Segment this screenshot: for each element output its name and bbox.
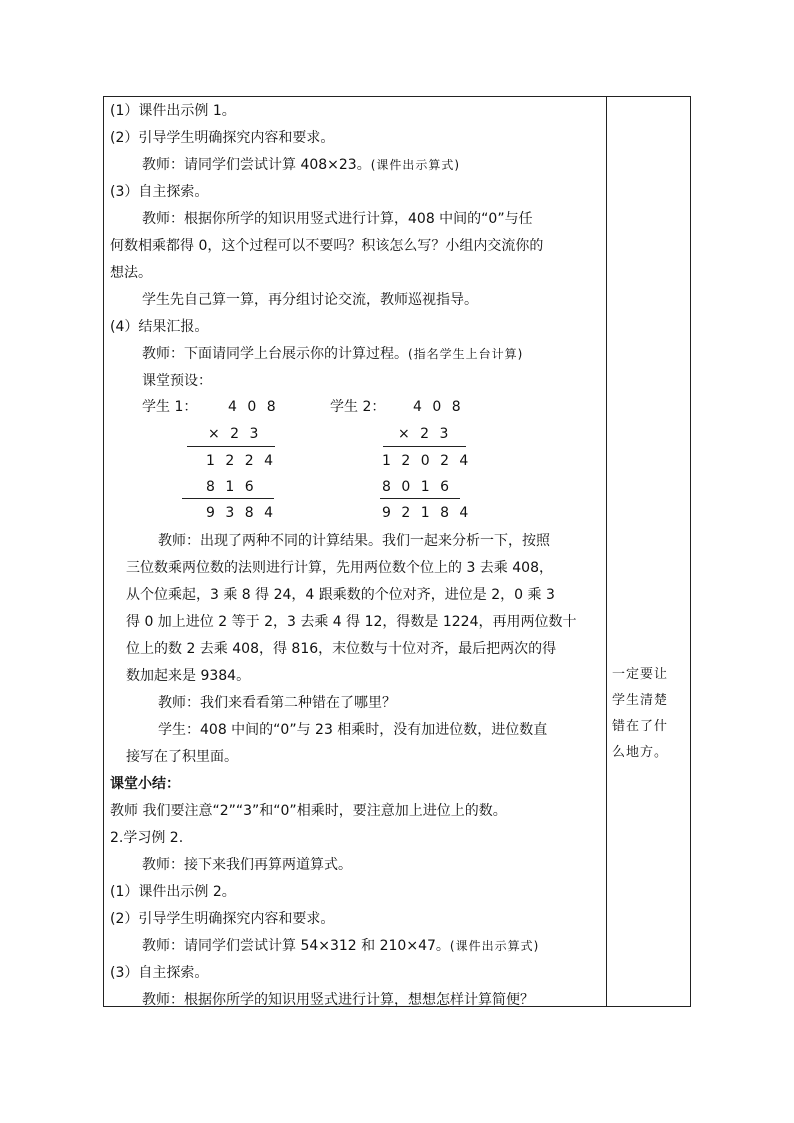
summary-text: 教师 我们要注意“2”“3”和“0”相乘时，要注意加上进位上的数。 [110,803,507,819]
student-1-multiplicand: 4 0 8 [228,399,279,415]
example-2-line-5: (3）自主探索。 [110,965,209,981]
analysis-line-8: 学生：408 中间的“0”与 23 相乘时，没有加进位数，进位数直 [158,722,548,738]
line-8: 学生先自己算一算，再分组讨论交流，教师巡视指导。 [142,292,478,308]
student-2-partial-2: 8 0 1 6 [382,479,452,495]
analysis-line-5: 位上的数 2 去乘 408，得 816，末位数与十位对齐，最后把两次的得 [126,641,557,657]
example-2-line-2: (1）课件出示例 2。 [110,884,236,900]
line-3-text: 教师：请同学们尝试计算 408×23。 [142,157,371,173]
line-6: 何数相乘都得 0，这个过程可以不要吗？积该怎么写？小组内交流你的 [110,238,544,254]
line-5: 教师：根据你所学的知识用竖式进行计算，408 中间的“0”与任 [142,211,533,227]
side-note [612,662,686,766]
student-2-multiplicand: 4 0 8 [413,399,464,415]
student-2-result: 9 2 1 8 4 [382,505,472,521]
analysis-line-3: 从个位乘起，3 乘 8 得 24，4 跟乘数的个位对齐，进位是 2，0 乘 3 [126,587,555,603]
example-2-line-4-text: 教师：请同学们尝试计算 54×312 和 210×47。 [142,938,450,954]
student-1-partial-1: 1 2 2 4 [206,453,276,469]
student-1-label: 学生 1： [142,399,198,415]
analysis-line-6: 数加起来是 9384。 [126,668,251,684]
student-2-partial-1: 1 2 0 2 4 [382,453,472,469]
student-1-result: 9 3 8 4 [206,505,276,521]
example-2-line-1: 教师：接下来我们再算两道算式。 [142,857,352,873]
student-1-rule-1 [187,446,275,447]
line-10 [142,344,523,364]
side-note-line-1: 一定要让 [612,667,669,682]
column-divider [606,96,607,1007]
side-note-line-4: 么地方。 [612,745,669,760]
line-4: (3）自主探索。 [110,184,209,200]
student-2-rule-1 [383,446,466,447]
line-10-note: (指名学生上台计算) [408,347,524,361]
line-9: (4）结果汇报。 [110,319,209,335]
example-2-line-4 [142,936,539,956]
side-note-line-2: 学生清楚 [612,693,669,708]
example-2-line-6: 教师：根据你所学的知识用竖式进行计算，想想怎样计算简便？ [142,992,534,1008]
analysis-line-1: 教师：出现了两种不同的计算结果。我们一起来分析一下，按照 [158,533,550,549]
student-1-partial-2: 8 1 6 [206,479,257,495]
line-7: 想法。 [110,265,152,281]
example-2-title: 2.学习例 2. [110,830,184,846]
line-11: 课堂预设： [142,373,212,389]
analysis-line-4: 得 0 加上进位 2 等于 2，3 去乘 4 得 12，得数是 1224，再用两位数十 [126,614,577,630]
analysis-line-2: 三位数乘两位数的法则进行计算，先用两位数个位上的 3 去乘 408， [126,560,553,576]
analysis-line-9: 接写在了积里面。 [126,749,238,765]
line-2: (2）引导学生明确探究内容和要求。 [110,130,335,146]
student-2-rule-2 [380,498,460,499]
student-1-multiplier: × 2 3 [208,426,262,442]
line-1: (1）课件出示例 1。 [110,103,236,119]
summary-title: 课堂小结： [110,776,180,792]
analysis-line-7: 教师：我们来看看第二种错在了哪里？ [158,695,396,711]
line-3 [142,155,460,175]
line-3-note: (课件出示算式) [370,158,461,172]
side-note-line-3: 错在了什 [612,719,669,734]
example-2-line-4-note: (课件出示算式) [449,939,540,953]
line-10-text: 教师：下面请同学上台展示你的计算过程。 [142,346,408,362]
student-2-label: 学生 2： [330,399,386,415]
student-2-multiplier: × 2 3 [398,426,452,442]
example-2-line-3: (2）引导学生明确探究内容和要求。 [110,911,335,927]
student-1-rule-2 [182,498,274,499]
